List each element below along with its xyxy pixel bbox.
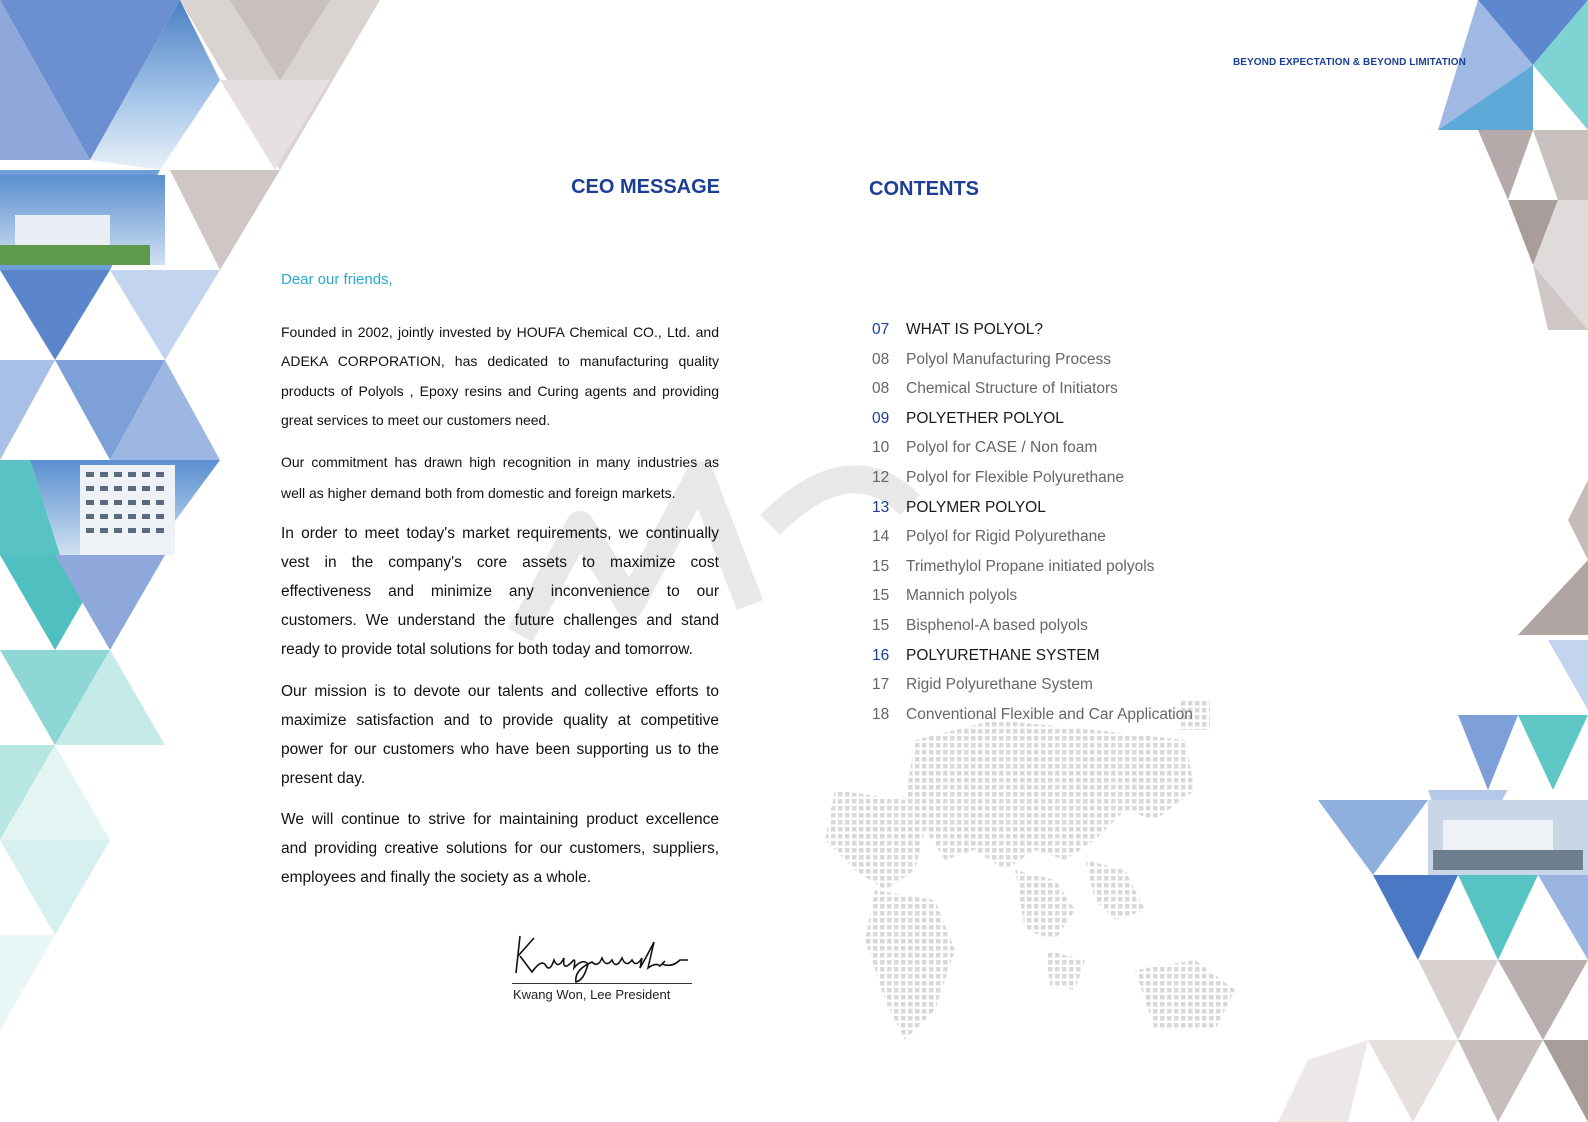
toc-title: Trimethylol Propane initiated polyols (906, 557, 1155, 575)
contents-title: CONTENTS (869, 178, 979, 200)
toc-page-number: 15 (872, 616, 890, 634)
toc-page-number: 09 (872, 409, 890, 427)
toc-title: Polyol for Rigid Polyurethane (906, 528, 1106, 546)
toc-item[interactable] (872, 469, 1292, 499)
contents-list (872, 321, 1292, 735)
toc-title: POLYETHER POLYOL (906, 409, 1064, 427)
toc-item[interactable] (872, 351, 1292, 381)
toc-page-number: 08 (872, 380, 890, 398)
toc-page-number: 12 (872, 468, 890, 486)
ceo-paragraph: We will continue to strive for maintaining product excellence and providing creative solutions for our customers, suppliers, employees and finally the society as a whole. (281, 811, 719, 886)
toc-page-number: 16 (872, 646, 890, 664)
greeting: Dear our friends, (281, 271, 393, 288)
toc-page-number: 14 (872, 528, 890, 546)
toc-page-number: 07 (872, 321, 890, 338)
toc-item[interactable] (872, 587, 1292, 617)
toc-page-number: 18 (872, 705, 890, 723)
toc-page-number: 08 (872, 350, 890, 368)
toc-title: Polyol for Flexible Polyurethane (906, 468, 1124, 486)
toc-page-number: 13 (872, 498, 890, 516)
toc-title: Chemical Structure of Initiators (906, 380, 1118, 398)
ceo-paragraph: Founded in 2002, jointly invested by HOUFA Chemical CO., Ltd. and ADEKA CORPORATION, has dedicated to manufacturing quality products of Polyols , Epoxy resins and Curing agents and providing great services to meet our customers need. (281, 324, 719, 428)
toc-item[interactable] (872, 647, 1292, 677)
toc-item[interactable] (872, 528, 1292, 558)
toc-item[interactable] (872, 706, 1292, 736)
toc-item[interactable] (872, 439, 1292, 469)
signatory-name: Kwang Won, Lee President (513, 987, 671, 1002)
toc-title: Polyol Manufacturing Process (906, 350, 1112, 368)
toc-title: Conventional Flexible and Car Application (906, 705, 1193, 723)
toc-page-number: 15 (872, 587, 890, 605)
toc-item[interactable] (872, 380, 1292, 410)
toc-title: Polyol for CASE / Non foam (906, 439, 1098, 457)
ceo-paragraph: In order to meet today's market requirements, we continually vest in the company's core assets to maximize cost effectiveness and minimize any inconvenience to our customers. We understand the future challenges and stand ready to provide total solutions for both today and tomorrow. (281, 525, 719, 658)
toc-item[interactable] (872, 321, 1292, 351)
toc-item[interactable] (872, 617, 1292, 647)
toc-title: Rigid Polyurethane System (906, 676, 1093, 694)
toc-item[interactable] (872, 676, 1292, 706)
ceo-paragraph: Our commitment has drawn high recognition in many industries as well as higher demand both from domestic and foreign markets. (281, 454, 719, 501)
toc-item[interactable] (872, 558, 1292, 588)
toc-title: Mannich polyols (906, 587, 1018, 605)
world-map-graphic (795, 700, 1265, 1070)
toc-page-number: 10 (872, 439, 890, 457)
toc-item[interactable] (872, 499, 1292, 529)
toc-title: WHAT IS POLYOL? (906, 321, 1043, 338)
toc-page-number: 17 (872, 676, 890, 694)
signature-rule (512, 983, 692, 984)
ceo-message-title: CEO MESSAGE (571, 176, 720, 198)
toc-item[interactable] (872, 410, 1292, 440)
ceo-paragraph: Our mission is to devote our talents and collective efforts to maximize satisfaction and to provide quality at competitive power for our customers who have been supporting us to the present day. (281, 683, 719, 787)
toc-title: POLYURETHANE SYSTEM (906, 646, 1100, 664)
handwritten-signature (512, 928, 692, 983)
toc-title: Bisphenol-A based polyols (906, 616, 1088, 634)
toc-page-number: 15 (872, 557, 890, 575)
toc-title: POLYMER POLYOL (906, 498, 1046, 516)
header-tagline: BEYOND EXPECTATION & BEYOND LIMITATION (1232, 57, 1466, 68)
